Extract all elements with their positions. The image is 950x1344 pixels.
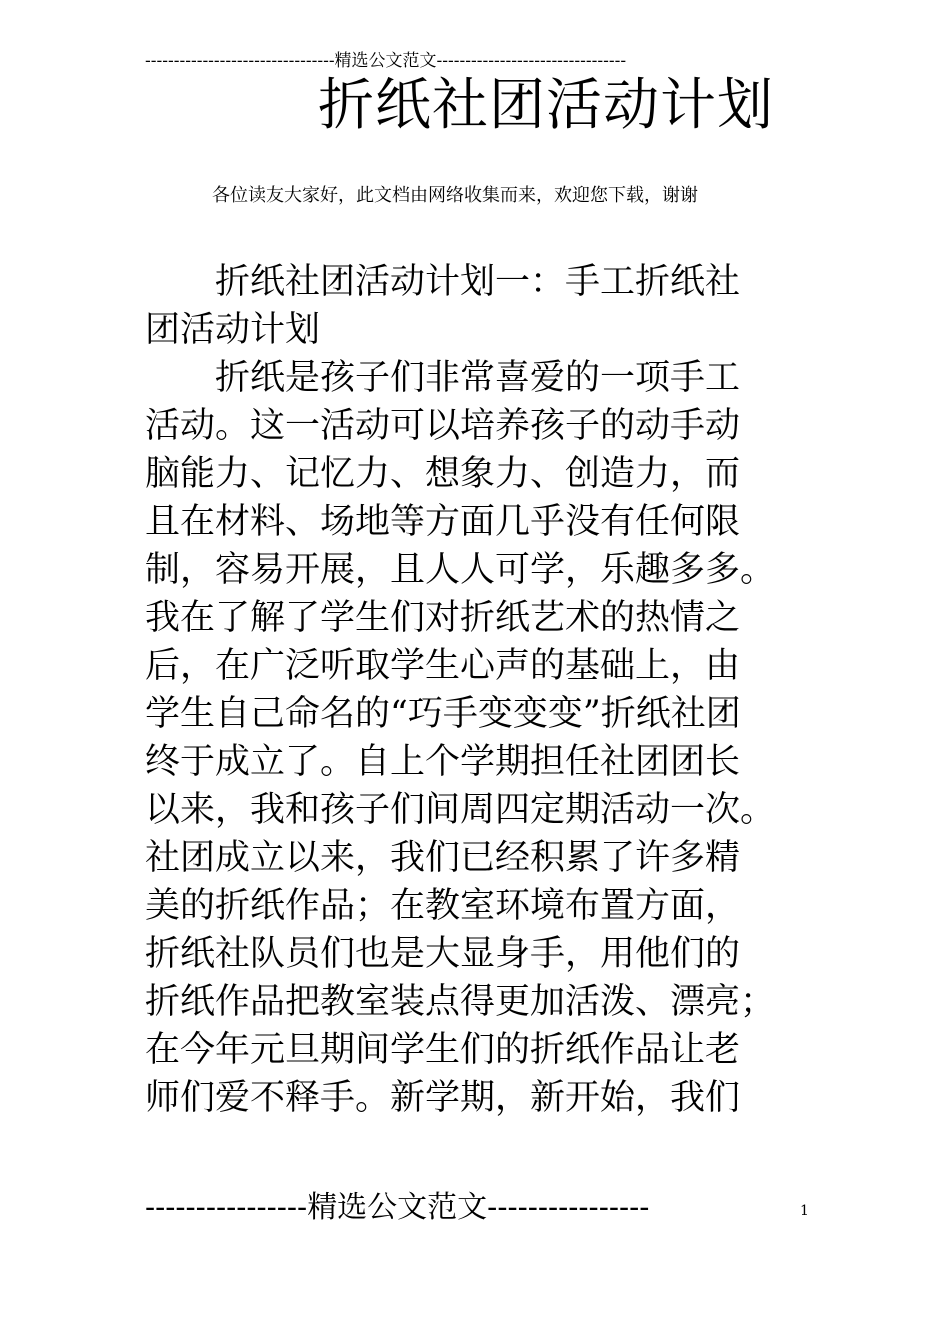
body-line: 社团成立以来，我们已经积累了许多精 <box>145 838 741 878</box>
body-line: 折纸社队员们也是大显身手，用他们的 <box>145 934 741 974</box>
body-line: 且在材料、场地等方面几乎没有任何限 <box>145 502 741 542</box>
page-number: 1 <box>800 1203 809 1219</box>
body-line: 脑能力、记忆力、想象力、创造力，而 <box>145 454 741 494</box>
body-line: 后，在广泛听取学生心声的基础上，由 <box>145 646 741 686</box>
document-title: 折纸社团活动计划 <box>318 73 774 138</box>
body-line: 折纸社团活动计划一：手工折纸社 <box>145 262 741 302</box>
header-rule: ---------------------------------精选公文范文--------------------------------- <box>145 51 627 71</box>
greeting-text: 各位读友大家好，此文档由网络收集而来，欢迎您下载，谢谢 <box>212 185 698 206</box>
body-line: 我在了解了学生们对折纸艺术的热情之 <box>145 598 741 638</box>
body-line: 在今年元旦期间学生们的折纸作品让老 <box>145 1030 741 1070</box>
body-line: 团活动计划 <box>145 310 321 350</box>
body-line: 学生自己命名的“巧手变变变”折纸社团 <box>145 694 741 734</box>
body-line: 终于成立了。自上个学期担任社团团长 <box>145 742 741 782</box>
body-line: 活动。这一活动可以培养孩子的动手动 <box>145 406 741 446</box>
footer-rule: ----------------精选公文范文---------------- <box>145 1190 650 1225</box>
body-text <box>145 258 805 1122</box>
body-line: 美的折纸作品；在教室环境布置方面， <box>145 886 741 926</box>
body-line: 以来，我和孩子们间周四定期活动一次。 <box>145 790 776 830</box>
body-line: 折纸作品把教室装点得更加活泼、漂亮； <box>145 982 776 1022</box>
body-line: 制，容易开展，且人人可学，乐趣多多。 <box>145 550 776 590</box>
body-line: 折纸是孩子们非常喜爱的一项手工 <box>145 358 741 398</box>
body-line: 师们爱不释手。新学期，新开始，我们 <box>145 1078 741 1118</box>
